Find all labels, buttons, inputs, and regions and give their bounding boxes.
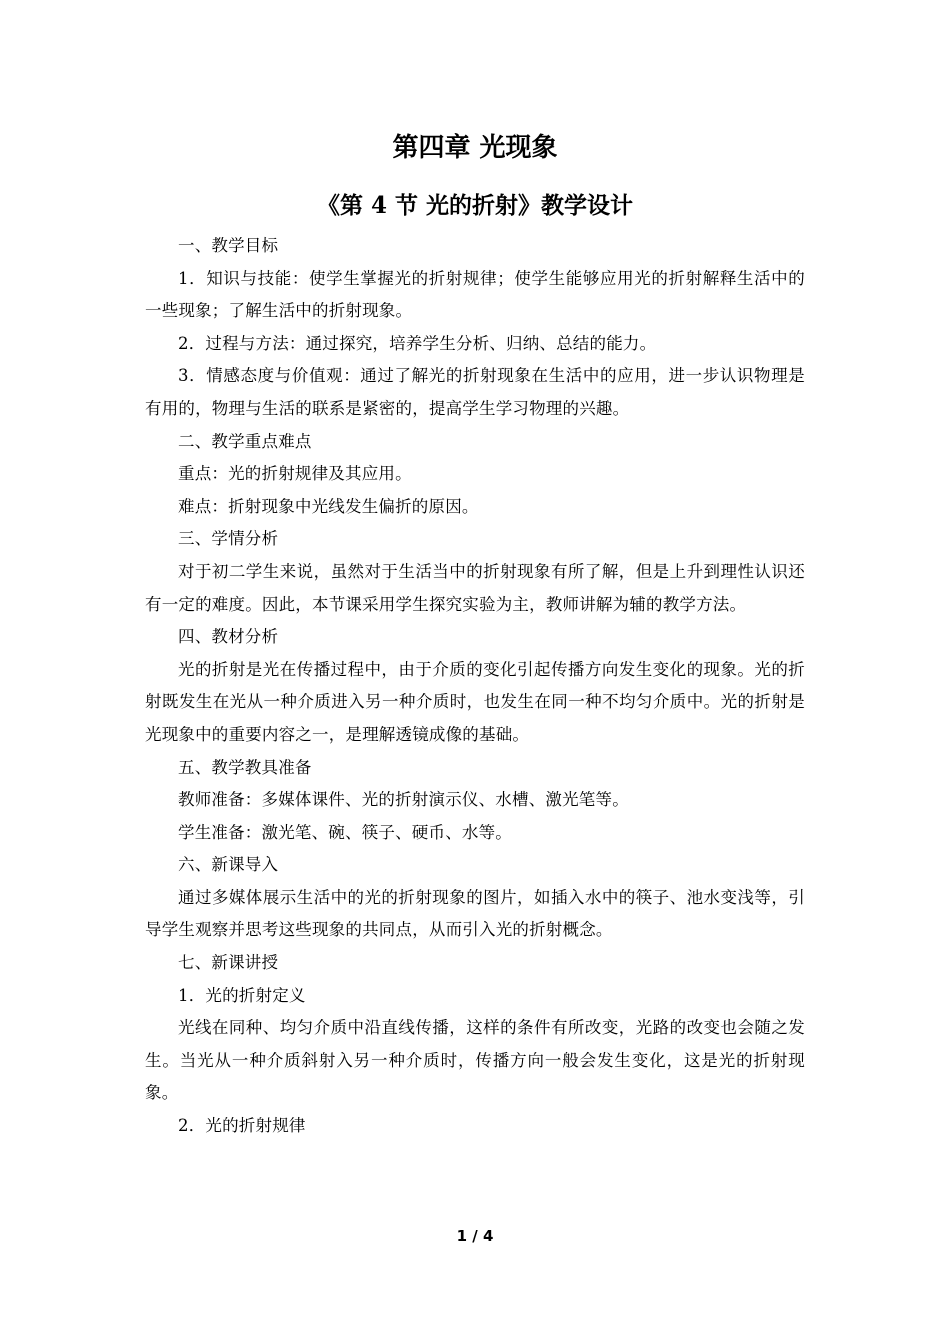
- heading-teaching-aids: 五、教学教具准备: [178, 757, 312, 777]
- subheading-refraction-law: 2．光的折射规律: [178, 1116, 306, 1136]
- paragraph-student-prep: 学生准备：激光笔、碗、筷子、硬币、水等。: [178, 822, 512, 842]
- heading-student-analysis: 三、学情分析: [178, 529, 279, 549]
- section-title: 《第 4 节 光的折射》教学设计: [316, 192, 634, 219]
- paragraph-material-analysis: 光的折射是光在传播过程中，由于介质的变化引起传播方向发生变化的现象。光的折射既发生在光从一种介质进入另一种介质时，也发生在同一种不均匀介质中。光的折射是光现象中的重要内容之一，是理解透镜成像的基础。: [145, 659, 805, 744]
- heading-teaching-objectives: 一、教学目标: [178, 236, 279, 255]
- page-number: 1 / 4: [456, 1227, 494, 1245]
- paragraph-process-method: 2．过程与方法：通过探究，培养学生分析、归纳、总结的能力。: [178, 333, 657, 353]
- chapter-title: 第四章 光现象: [392, 133, 558, 163]
- paragraph-difficulty: 难点：折射现象中光线发生偏折的原因。: [178, 496, 479, 516]
- heading-new-lesson: 七、新课讲授: [178, 953, 279, 973]
- paragraph-knowledge-skills: 1．知识与技能：使学生掌握光的折射规律；使学生能够应用光的折射解释生活中的一些现象；了解生活中的折射现象。: [145, 268, 805, 321]
- paragraph-lesson-intro: 通过多媒体展示生活中的光的折射现象的图片，如插入水中的筷子、池水变浅等，引导学生观察并思考这些现象的共同点，从而引入光的折射概念。: [145, 887, 805, 940]
- paragraph-student-analysis: 对于初二学生来说，虽然对于生活当中的折射现象有所了解，但是上升到理性认识还有一定的难度。因此，本节课采用学生探究实验为主，教师讲解为辅的教学方法。: [145, 561, 805, 614]
- heading-material-analysis: 四、教材分析: [178, 627, 279, 647]
- heading-key-points: 二、教学重点难点: [178, 431, 312, 451]
- subheading-refraction-definition: 1．光的折射定义: [178, 985, 306, 1005]
- paragraph-teacher-prep: 教师准备：多媒体课件、光的折射演示仪、水槽、激光笔等。: [178, 790, 629, 810]
- document-body: [145, 128, 805, 1143]
- paragraph-attitude-values: 3．情感态度与价值观：通过了解光的折射现象在生活中的应用，进一步认识物理是有用的，物理与生活的联系是紧密的，提高学生学习物理的兴趣。: [145, 366, 805, 418]
- paragraph-key-point: 重点：光的折射规律及其应用。: [178, 464, 412, 484]
- heading-lesson-intro: 六、新课导入: [178, 855, 279, 875]
- paragraph-refraction-definition: 光线在同种、均匀介质中沿直线传播，这样的条件有所改变，光路的改变也会随之发生。当光从一种介质斜射入另一种介质时，传播方向一般会发生变化，这是光的折射现象。: [145, 1018, 805, 1103]
